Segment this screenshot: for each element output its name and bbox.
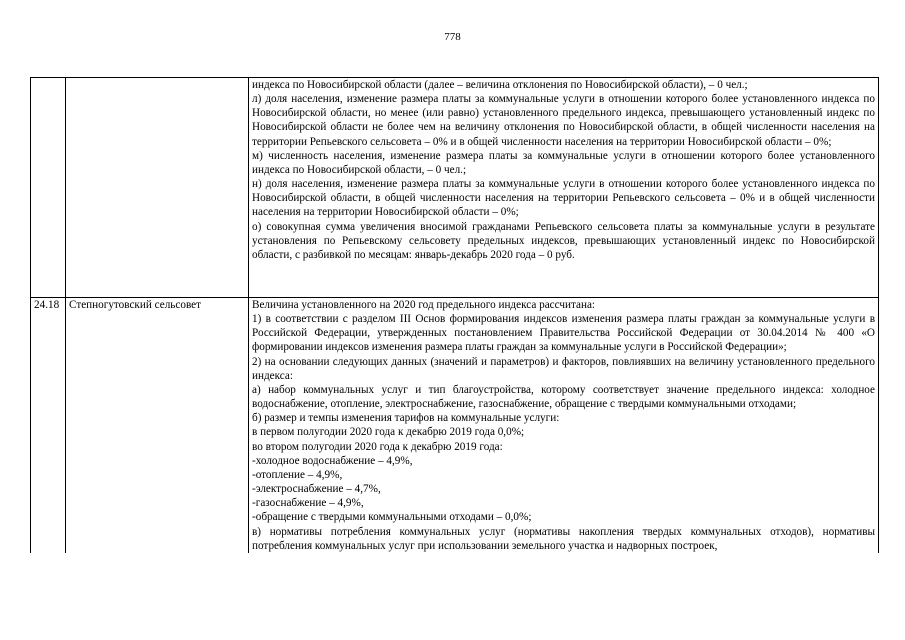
paragraph: 1) в соответствии с разделом III Основ формирования индексов изменения размера платы граждан за коммунальные услуги в Российской Федерации, утвержденных постановлением Правительства Российской Федерации от 30.04.2014 № 400 «О формировании индексов изменения размера платы граждан за коммунальные услуги в Российской Федерации»; (252, 313, 875, 354)
table-row (31, 78, 879, 298)
municipality-name: Степногутовский сельсовет (66, 298, 249, 553)
row-number: 24.18 (31, 298, 66, 553)
document-table (30, 77, 879, 553)
paragraph: индекса по Новосибирской области (далее – величина отклонения по Новосибирской области), – 0 чел.; (252, 79, 748, 91)
paragraph: -отопление – 4,9%, (252, 468, 343, 481)
paragraph: во втором полугодии 2020 года к декабрю 2019 года: (252, 440, 503, 453)
paragraph: а) набор коммунальных услуг и тип благоустройства, которому соответствует значение предельного индекса: холодное водоснабжение, отопление, электроснабжение, газоснабжение, обращение с твердыми коммунальными отходами; (252, 383, 875, 411)
paragraph: -газоснабжение – 4,9%, (252, 497, 364, 510)
page-number: 778 (444, 31, 461, 43)
paragraph: -обращение с твердыми коммунальными отходами – 0,0%; (252, 511, 532, 524)
municipality-name (66, 78, 249, 298)
paragraph: л) доля населения, изменение размера платы за коммунальные услуги в отношении которого более установленного индекса по Новосибирской области, но менее (или равно) установленного предельного индекса, превышающего установленный индекс по Новосибирской области не более чем на величину отклонения по Новосибирской области, в общей численности населения на территории Репьевского сельсовета – 0% и в общей численности населения на территории Новосибирской области – 0%; (252, 93, 875, 148)
paragraph: -холодное водоснабжение – 4,9%, (252, 454, 413, 467)
paragraph: в первом полугодии 2020 года к декабрю 2019 года 0,0%; (252, 426, 525, 439)
row-number (31, 78, 66, 298)
paragraph: м) численность населения, изменение размера платы за коммунальные услуги в отношении которого более установленного индекса по Новосибирской области, – 0 чел.; (252, 149, 875, 176)
paragraph: Величина установленного на 2020 год предельного индекса рассчитана: (252, 299, 596, 311)
paragraph: 2) на основании следующих данных (значений и параметров) и факторов, повлиявших на величину установленного предельного индекса: (252, 355, 875, 382)
description-cell (249, 298, 879, 553)
paragraph: б) размер и темпы изменения тарифов на коммунальные услуги: (252, 412, 560, 425)
paragraph: н) доля населения, изменение размера платы за коммунальные услуги в отношении которого более установленного индекса по Новосибирской области, в общей численности населения на территории Репьевского сельсовета – 0% и в общей численности населения на территории Новосибирской области – 0%; (252, 178, 875, 219)
description-cell (249, 78, 879, 298)
paragraph: -электроснабжение – 4,7%, (252, 483, 381, 496)
table-row (31, 298, 879, 553)
paragraph: в) нормативы потребления коммунальных услуг (нормативы накопления твердых коммунальных отходов), нормативы потребления коммунальных услуг при использовании земельного участка и надворных построек, (252, 525, 875, 552)
paragraph: о) совокупная сумма увеличения вносимой гражданами Репьевского сельсовета платы за коммунальные услуги в результате установления по Репьевскому сельсовету предельных индексов, превышающих установленный индекс по Новосибирской области, с разбивкой по месяцам: январь-декабрь 2020 года – 0 руб. (252, 220, 875, 261)
